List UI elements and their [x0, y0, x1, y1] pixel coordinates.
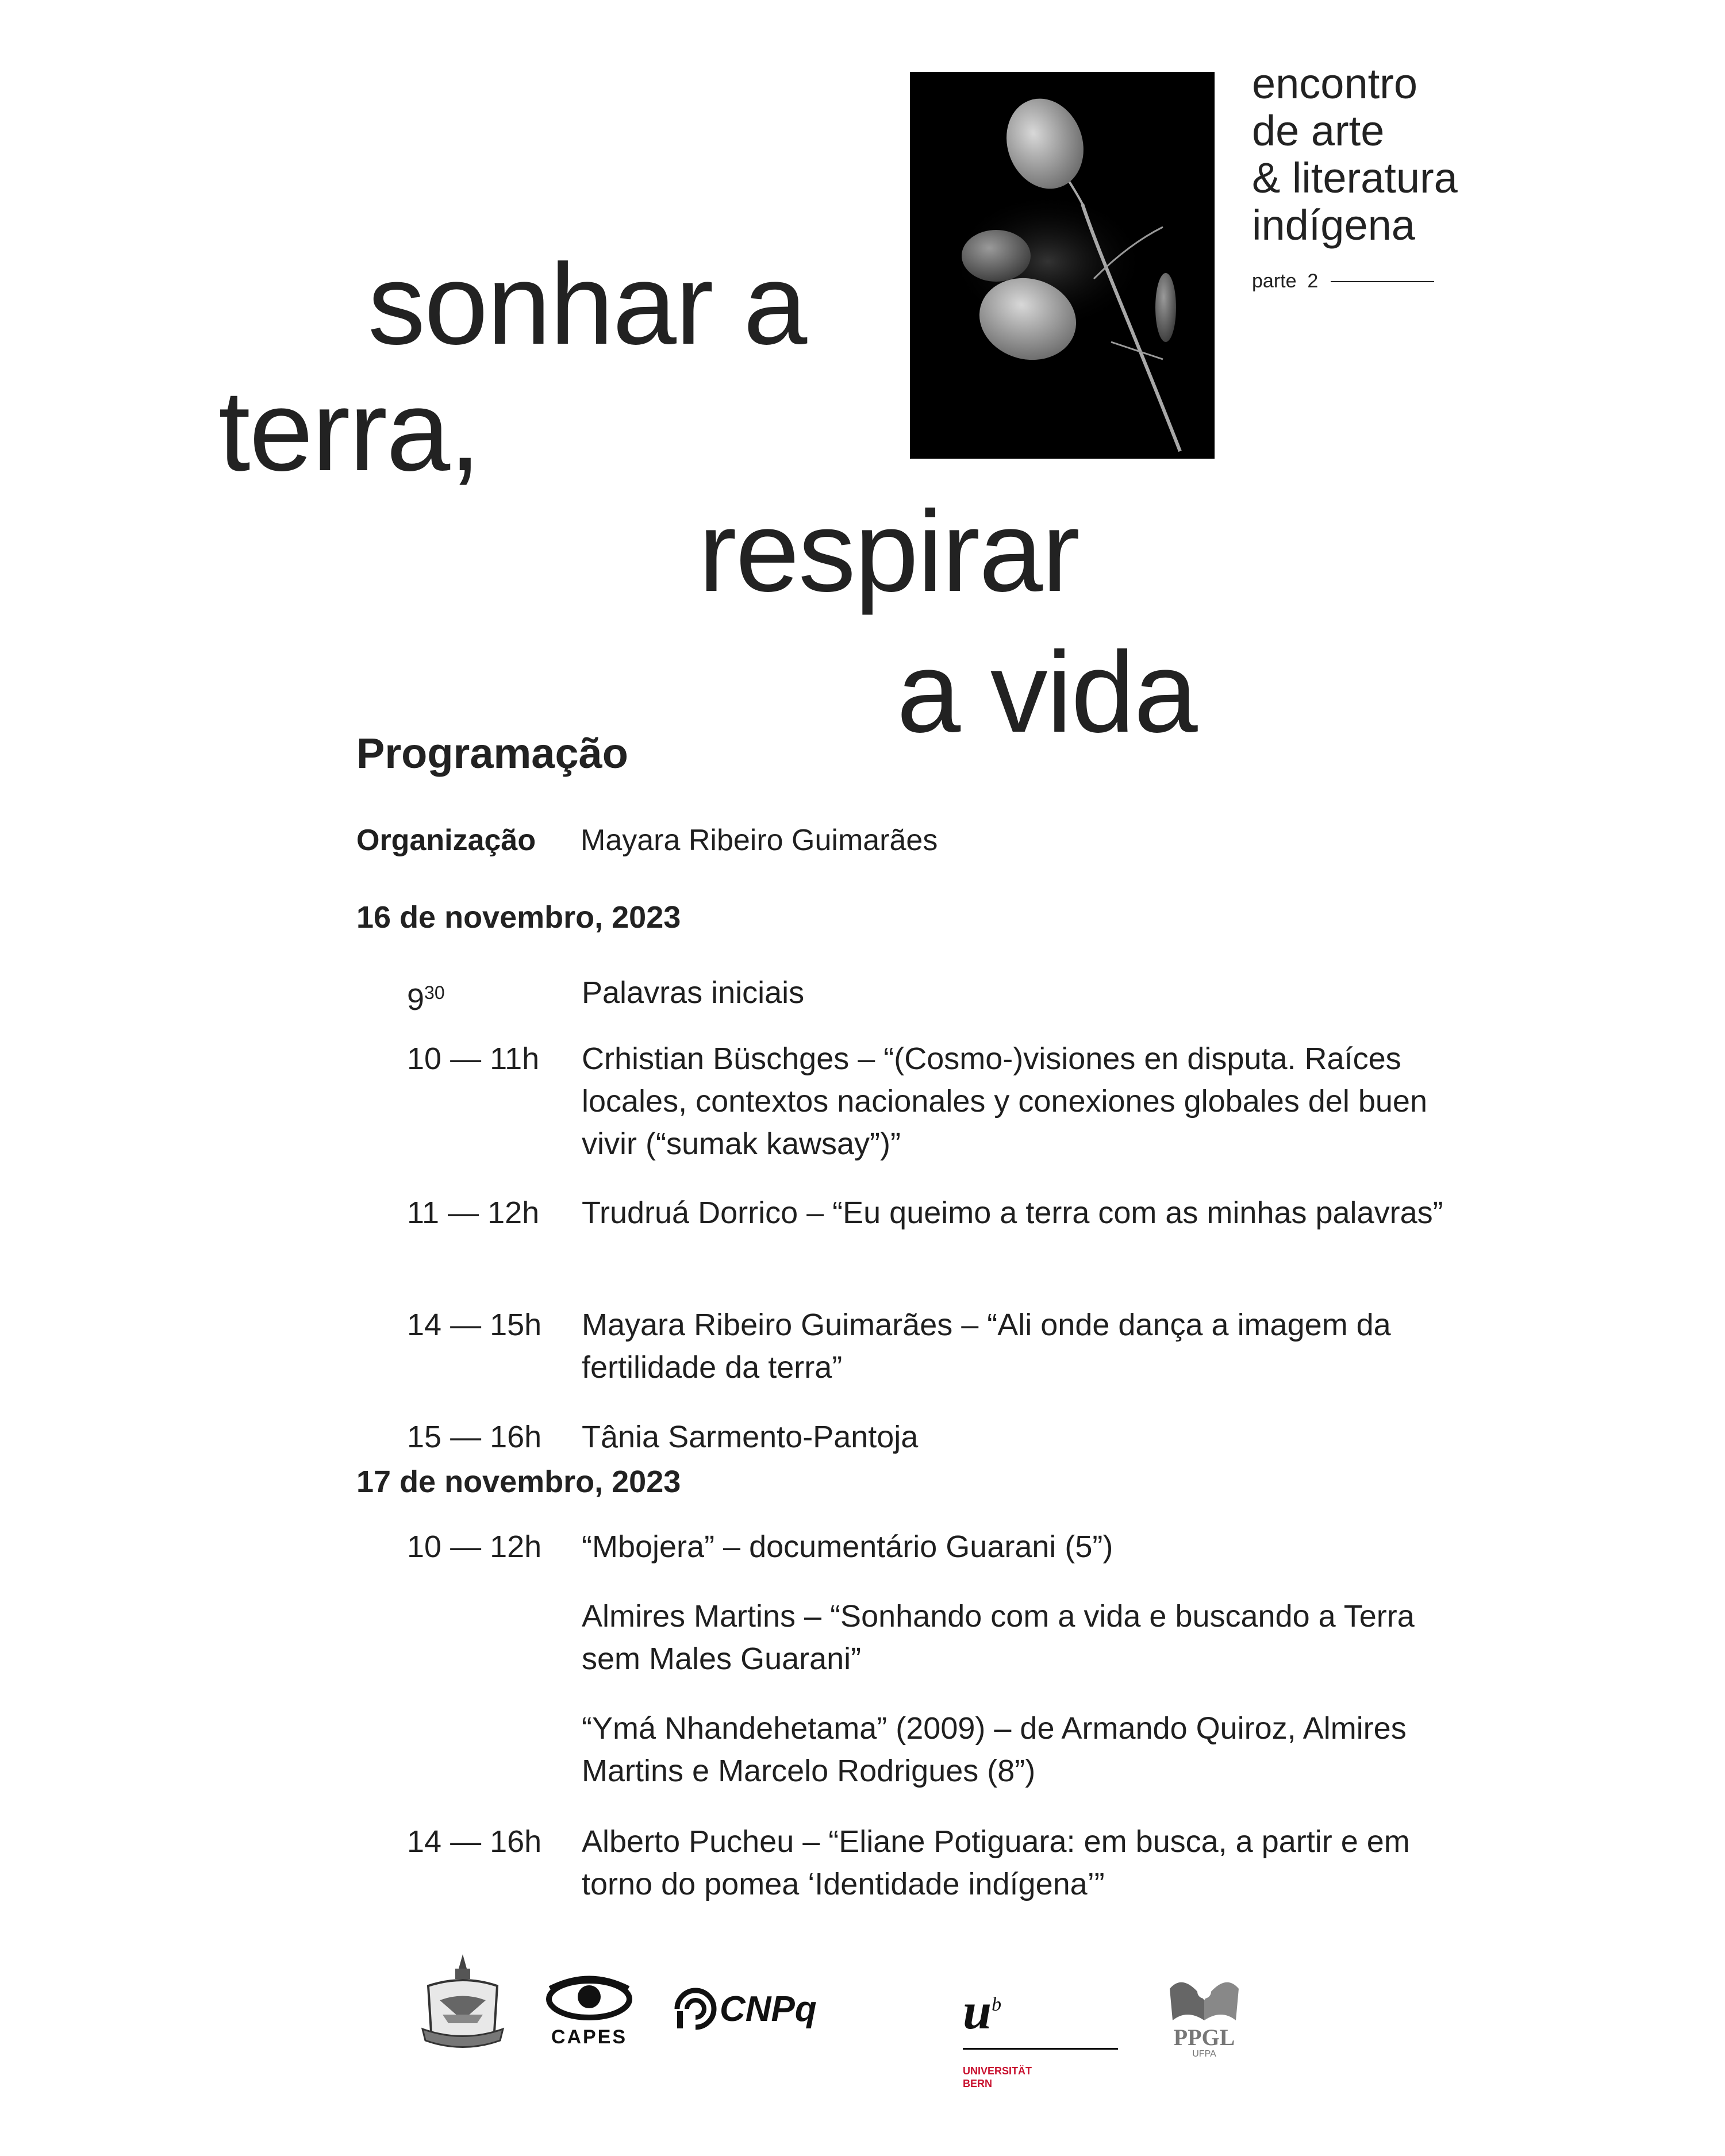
organization-value: Mayara Ribeiro Guimarães — [581, 824, 938, 857]
unibern-rule — [963, 2048, 1118, 2050]
part-rule — [1331, 281, 1434, 282]
schedule-item — [407, 1416, 1455, 1458]
item-text: “Mbojera” – documentário Guarani (5”) — [582, 1529, 1113, 1564]
item-time: 10 — 11h — [407, 1042, 540, 1076]
part-label — [1252, 270, 1434, 293]
eucalyptus-photo — [910, 72, 1215, 459]
day-2-date: 17 de novembro, 2023 — [356, 1465, 681, 1499]
schedule-item — [407, 1595, 1455, 1680]
schedule-item — [407, 1037, 1455, 1165]
organization-label: Organização — [356, 824, 536, 857]
item-text: Tânia Sarmento-Pantoja — [582, 1420, 919, 1454]
time-minutes: 30 — [424, 982, 445, 1003]
unibern-b: b — [992, 1994, 1002, 2015]
item-text: Crhistian Büschges – “(Cosmo-)visiones en disputa. Raíces locales, contextos nacionales y conexiones globales del buen vivir (“sumak kawsay”)” — [582, 1042, 1427, 1161]
schedule-item — [407, 971, 1455, 1021]
title-line-2: terra, — [218, 367, 480, 495]
item-text: Almires Martins – “Sonhando com a vida e buscando a Terra sem Males Guarani” — [582, 1599, 1415, 1676]
item-time — [407, 971, 582, 1021]
title-line-1: sonhar a — [368, 240, 806, 368]
day-1-date: 16 de novembro, 2023 — [356, 900, 681, 935]
subtitle-line-1: encontro — [1252, 60, 1417, 107]
ppgl-text: PPGL — [1173, 2024, 1235, 2050]
ppgl-logo — [1161, 1966, 1247, 2063]
schedule-item — [407, 1707, 1455, 1792]
capes-eye-icon — [543, 1971, 635, 2023]
title-line-4: a vida — [897, 628, 1197, 756]
program-heading: Programação — [356, 729, 628, 777]
organization-row — [356, 823, 938, 858]
schedule-item — [407, 1820, 1455, 1905]
item-text: Mayara Ribeiro Guimarães – “Ali onde dança a imagem da fertilidade da terra” — [582, 1308, 1391, 1385]
unibern-logo — [963, 1983, 1124, 2090]
ppgl-book-icon — [1161, 1966, 1247, 2023]
crest-icon — [420, 1951, 506, 2061]
ufpa-crest-logo — [420, 1951, 506, 2061]
item-time: 14 — 15h — [407, 1308, 542, 1342]
item-time: 14 — 16h — [407, 1824, 542, 1859]
subtitle-line-2: de arte — [1252, 107, 1385, 155]
item-text: Trudruá Dorrico – “Eu queimo a terra com as minhas palavras” — [582, 1196, 1443, 1230]
unibern-u: u — [963, 1983, 992, 2040]
item-time — [407, 1707, 582, 1792]
unibern-mark — [963, 1983, 1124, 2040]
schedule-item — [407, 1192, 1455, 1234]
unibern-text: UNIVERSITÄT BERN — [963, 2065, 1032, 2089]
item-text: “Ymá Nhandehetama” (2009) – de Armando Quiroz, Almires Martins e Marcelo Rodrigues (8”) — [582, 1711, 1407, 1788]
part-text: parte 2 — [1252, 270, 1319, 292]
title-line-3: respirar — [698, 487, 1079, 616]
subtitle-line-4: indígena — [1252, 201, 1415, 249]
item-time: 10 — 12h — [407, 1529, 542, 1564]
time-hour: 9 — [407, 982, 425, 1017]
item-time: 15 — 16h — [407, 1420, 542, 1454]
item-time — [407, 1595, 582, 1680]
item-time: 11 — 12h — [407, 1196, 540, 1230]
ufpa-text: UFPA — [1192, 2049, 1216, 2059]
cnpq-mark-icon — [673, 1986, 719, 2032]
subtitle-line-3: & literatura — [1252, 154, 1458, 202]
capes-logo — [543, 1971, 635, 2052]
eucalyptus-leaf-image — [910, 72, 1215, 459]
cnpq-text: CNPq — [720, 1989, 817, 2029]
schedule-item — [407, 1304, 1455, 1389]
schedule-item — [407, 1525, 1455, 1568]
cnpq-logo — [673, 1986, 817, 2032]
capes-text: CAPES — [551, 2026, 628, 2048]
item-text: Palavras iniciais — [582, 975, 805, 1010]
event-subtitle — [1252, 60, 1458, 249]
item-text: Alberto Pucheu – “Eliane Potiguara: em busca, a partir e em torno do pomea ‘Identidade indígena’” — [582, 1824, 1410, 1901]
